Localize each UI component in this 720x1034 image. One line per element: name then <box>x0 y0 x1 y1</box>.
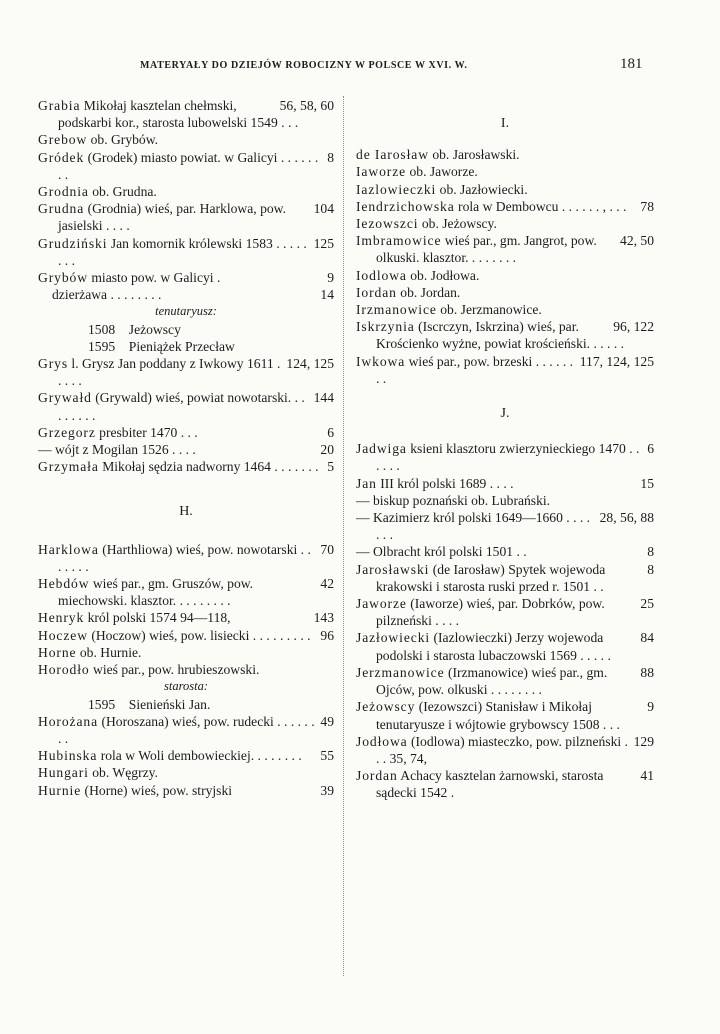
index-entry <box>356 475 654 492</box>
index-entry <box>356 698 654 732</box>
entry-text: wieś par., pow. hrubieszowski. <box>89 662 260 678</box>
running-title: MATERYAŁY DO DZIEJÓW ROBOCIZNY W POLSCE W XVI. W. <box>140 60 468 71</box>
entry-text: — wójt z Mogilan 1526 . . . . <box>38 442 196 458</box>
index-entry <box>356 543 654 560</box>
page-refs: 104 <box>313 201 334 217</box>
index-entry <box>356 664 654 698</box>
page-refs: 125 <box>313 235 334 251</box>
entry-text: — biskup poznański ob. Lubrański. <box>356 492 551 508</box>
entry-headword: Iskrzynia <box>356 319 415 335</box>
entry-text: ob. Jordan. <box>396 284 461 300</box>
entry-headword: Iazlowieczki <box>356 181 437 197</box>
page-refs: 143 <box>313 610 334 626</box>
page-number: 181 <box>620 56 643 72</box>
entry-headword: Jaworze <box>356 596 407 612</box>
entry-headword: Hubinska <box>38 748 98 764</box>
entry-text: Jan komornik królewski 1583 . . . . . . . . <box>58 235 307 268</box>
section-letter: H. <box>179 504 193 520</box>
entry-text: Achacy kasztelan żarnowski, starosta sądecki 1542 . <box>376 768 604 801</box>
entry-text: ob. Węgrzy. <box>88 765 158 781</box>
index-entry <box>356 301 654 318</box>
entry-text: — Olbracht król polski 1501 . . <box>356 544 527 560</box>
page-refs: 144 <box>313 390 334 406</box>
entry-headword: Grabia <box>38 98 81 113</box>
entry-text: ob. Jazłowiecki. <box>436 181 528 197</box>
section-letter: J. <box>500 406 510 422</box>
entry-text: — Kazimierz król polski 1649—1660 . . . . . . . <box>356 510 591 543</box>
entry-headword: Jerzmanowice <box>356 664 445 680</box>
index-entry <box>356 767 654 801</box>
page-refs: 42 <box>320 576 334 592</box>
page-refs: 9 <box>327 270 334 286</box>
entry-headword: Hurnie <box>38 782 82 798</box>
entry-text: (Iscrczyn, Iskrzina) wieś, par. Krościenko wyżne, powiat krościeński. . . . . . <box>376 319 625 352</box>
index-entry <box>38 355 334 389</box>
page-refs: 70 <box>320 541 334 557</box>
index-entry <box>356 509 654 543</box>
index-entry <box>38 235 334 269</box>
sub-entry: 1595 Sienieński Jan. <box>88 696 211 712</box>
page-refs: 96 <box>320 627 334 643</box>
entry-headword: de Iarosław <box>356 147 429 163</box>
sub-label: starosta: <box>164 679 208 694</box>
index-entry <box>356 146 654 163</box>
entry-text: dzierżawa . . . . . . . . <box>52 287 162 303</box>
index-entry <box>38 661 334 678</box>
index-entry <box>38 97 334 131</box>
entry-text: rola w Dembowcu . . . . . . , . . . <box>454 198 627 214</box>
index-entry <box>38 627 334 644</box>
entry-text: (de Iarosław) Spytek wojewoda krakowski i starosta ruski przed r. 1501 . . <box>376 561 606 594</box>
page-refs: 88 <box>640 664 654 680</box>
index-entry <box>38 644 334 661</box>
page-refs: 20 <box>320 442 334 458</box>
entry-headword: Grebow <box>38 132 88 148</box>
entry-headword: Grzymała <box>38 459 99 475</box>
index-entry <box>38 713 334 747</box>
index-entry <box>38 183 334 200</box>
index-entry <box>356 561 654 595</box>
page-refs: 15 <box>640 475 654 491</box>
entry-text: (Harthliowa) wieś, pow. nowotarski . . . . . . . <box>58 541 311 574</box>
index-entry <box>356 353 654 387</box>
entry-text: miasto pow. w Galicyi . <box>87 270 221 286</box>
index-entry <box>356 215 654 232</box>
right-column <box>356 97 654 802</box>
entry-headword: Jarosławski <box>356 561 430 577</box>
index-entry <box>38 424 334 441</box>
entry-text: ob. Grybów. <box>87 132 159 148</box>
index-entry <box>356 284 654 301</box>
entry-headword: Horodło <box>38 662 90 678</box>
left-column <box>38 97 334 799</box>
index-entry <box>356 318 654 352</box>
entry-text: Mikołaj sędzia nadworny 1464 . . . . . . . <box>98 459 319 475</box>
index-entry <box>356 267 654 284</box>
index-entry <box>38 200 334 234</box>
entry-text: (Irzmanowice) wieś par., gm. Ojców, pow. olkuski . . . . . . . . <box>376 664 608 698</box>
page-refs: 42, 50 <box>620 233 654 249</box>
index-entry <box>38 441 334 458</box>
column-divider <box>343 96 344 976</box>
entry-headword: Iezowszci <box>356 216 419 232</box>
index-entry <box>38 389 334 423</box>
entry-text: ob. Jarosławski. <box>428 147 520 163</box>
entry-headword: Hebdów <box>38 576 90 592</box>
entry-text: (Iaworze) wieś, par. Dobrków, pow. pilzneński . . . . <box>376 596 605 629</box>
entry-text: ob. Jerzmanowice. <box>436 302 542 318</box>
index-entry <box>356 232 654 266</box>
entry-text: (Iezowszci) Stanisław i Mikołaj tenutaryusze i wójtowie grybowscy 1508 . . . <box>376 699 620 732</box>
entry-text: (Iazlowieczki) Jerzy wojewoda podolski i starosta lubaczowski 1569 . . . . . <box>376 630 611 663</box>
entry-headword: Grywałd <box>38 390 92 406</box>
page-refs: 9 <box>647 699 654 715</box>
entry-text: ob. Grudna. <box>88 184 157 200</box>
page-refs: 6 <box>327 424 334 440</box>
entry-headword: Jadwiga <box>356 441 407 457</box>
page-refs: 39 <box>320 782 334 798</box>
index-entry <box>356 163 654 180</box>
page-refs: 84 <box>640 630 654 646</box>
entry-headword: Horożana <box>38 713 99 729</box>
entry-headword: Grudziński <box>38 235 108 251</box>
entry-headword: Henryk <box>38 610 85 626</box>
page-refs: 41 <box>640 768 654 784</box>
entry-headword: Grudna <box>38 201 85 217</box>
entry-headword: Jeżowscy <box>356 699 416 715</box>
entry-text: wieś par., pow. brzeski . . . . . . . . <box>376 353 574 386</box>
entry-headword: Grodnia <box>38 184 89 200</box>
entry-text: ksieni klasztoru zwierzynieckiego 1470 . . . . . . <box>376 441 640 474</box>
entry-text: (Grodnia) wieś, par. Harklowa, pow. jasielski . . . . <box>58 201 287 234</box>
entry-headword: Hungari <box>38 765 89 781</box>
entry-text: ob. Jeżowscy. <box>418 216 497 232</box>
entry-text: (Iodlowa) miasteczko, pow. pilzneński . . . 35, 74, <box>376 733 628 766</box>
entry-text: ob. Hurnie. <box>76 644 142 660</box>
page-refs: 78 <box>640 198 654 214</box>
entry-text: ob. Jodłowa. <box>406 267 480 283</box>
entry-headword: Grybów <box>38 270 88 286</box>
entry-headword: Irzmanowice <box>356 302 437 318</box>
index-entry <box>356 629 654 663</box>
entry-headword: Gródek <box>38 149 85 165</box>
entry-text: król polski 1574 94—118, <box>84 610 231 626</box>
section-letter: I. <box>500 116 510 131</box>
index-entry <box>38 764 334 781</box>
sub-label: tenutaryusz: <box>155 304 217 319</box>
entry-text: rola w Woli dembowieckiej. . . . . . . . <box>97 748 302 764</box>
index-entry <box>38 575 334 609</box>
entry-text: (Grodek) miasto powiat. w Galicyi . . . . . . . . <box>58 149 319 182</box>
entry-text: wieś par., gm. Jangrot, pow. olkuski. klasztor. . . . . . . . <box>376 233 597 266</box>
index-entry <box>356 733 654 767</box>
running-header <box>0 56 720 78</box>
entry-headword: Harklowa <box>38 541 99 557</box>
index-entry <box>38 609 334 626</box>
page-refs: 124, 125 <box>286 356 334 372</box>
entry-text: (Hoczow) wieś, pow. lisiecki . . . . . . . . . <box>87 627 311 643</box>
entry-headword: Hoczew <box>38 627 88 643</box>
index-entry <box>356 492 654 509</box>
entry-headword: Iaworze <box>356 164 407 180</box>
sub-entry: 1508 Jeżowscy <box>88 321 181 337</box>
entry-text: l. Grysz Jan poddany z Iwkowy 1611 . . . . . <box>58 356 281 389</box>
entry-headword: Grzegorz <box>38 424 96 440</box>
page-refs: 6 <box>647 441 654 457</box>
page-refs: 25 <box>640 596 654 612</box>
page-refs: 8 <box>327 149 334 165</box>
page-refs: 56, 58, 60 <box>279 98 334 113</box>
page-refs: 55 <box>320 748 334 764</box>
entry-text: (Horoszana) wieś, pow. rudecki . . . . . . . . <box>58 713 315 746</box>
index-entry <box>356 595 654 629</box>
entry-text: (Grywald) wieś, powiat nowotarski. . . . . . . . . <box>58 390 305 423</box>
index-entry <box>38 286 334 303</box>
entry-headword: Jodłowa <box>356 733 408 749</box>
index-entry <box>38 782 334 799</box>
entry-headword: Jazłowiecki <box>356 630 431 646</box>
entry-text: presbiter 1470 . . . <box>95 424 198 440</box>
page-refs: 14 <box>320 287 334 303</box>
index-entry <box>38 269 334 286</box>
page-refs: 117, 124, 125 <box>579 353 654 369</box>
page-refs: 28, 56, 88 <box>599 510 654 526</box>
entry-headword: Jan <box>356 475 377 491</box>
entry-headword: Horne <box>38 644 77 660</box>
index-entry <box>356 198 654 215</box>
entry-headword: Iordan <box>356 284 397 300</box>
index-entry <box>38 747 334 764</box>
index-entry <box>38 149 334 183</box>
entry-text: III król polski 1689 . . . . <box>376 475 514 491</box>
index-entry <box>38 541 334 575</box>
entry-headword: Grys <box>38 356 69 372</box>
index-entry <box>38 458 334 475</box>
entry-text: (Horne) wieś, pow. stryjski <box>81 782 233 798</box>
page-refs: 49 <box>320 713 334 729</box>
entry-headword: Iwkowa <box>356 353 406 369</box>
entry-headword: Jordan <box>356 768 398 784</box>
page-refs: 8 <box>647 544 654 560</box>
page-refs: 8 <box>647 561 654 577</box>
page-refs: 96, 122 <box>613 319 654 335</box>
page-refs: 129 <box>633 733 654 749</box>
index-entry <box>356 181 654 198</box>
entry-text: wieś par., gm. Gruszów, pow. miechowski. klasztor. . . . . . . . . <box>58 576 254 609</box>
entry-headword: Imbramowice <box>356 233 442 249</box>
index-entry <box>356 440 654 474</box>
page-refs: 5 <box>327 459 334 475</box>
entry-headword: Iendrzichowska <box>356 198 455 214</box>
entry-text: Mikołaj kasztelan chełmski, podskarbi kor., starosta lubowelski 1549 . . . <box>58 98 299 131</box>
index-entry <box>38 131 334 148</box>
entry-headword: Iodlowa <box>356 267 407 283</box>
entry-text: ob. Jaworze. <box>406 164 478 180</box>
sub-entry: 1595 Pieniążek Przecław <box>88 338 235 354</box>
